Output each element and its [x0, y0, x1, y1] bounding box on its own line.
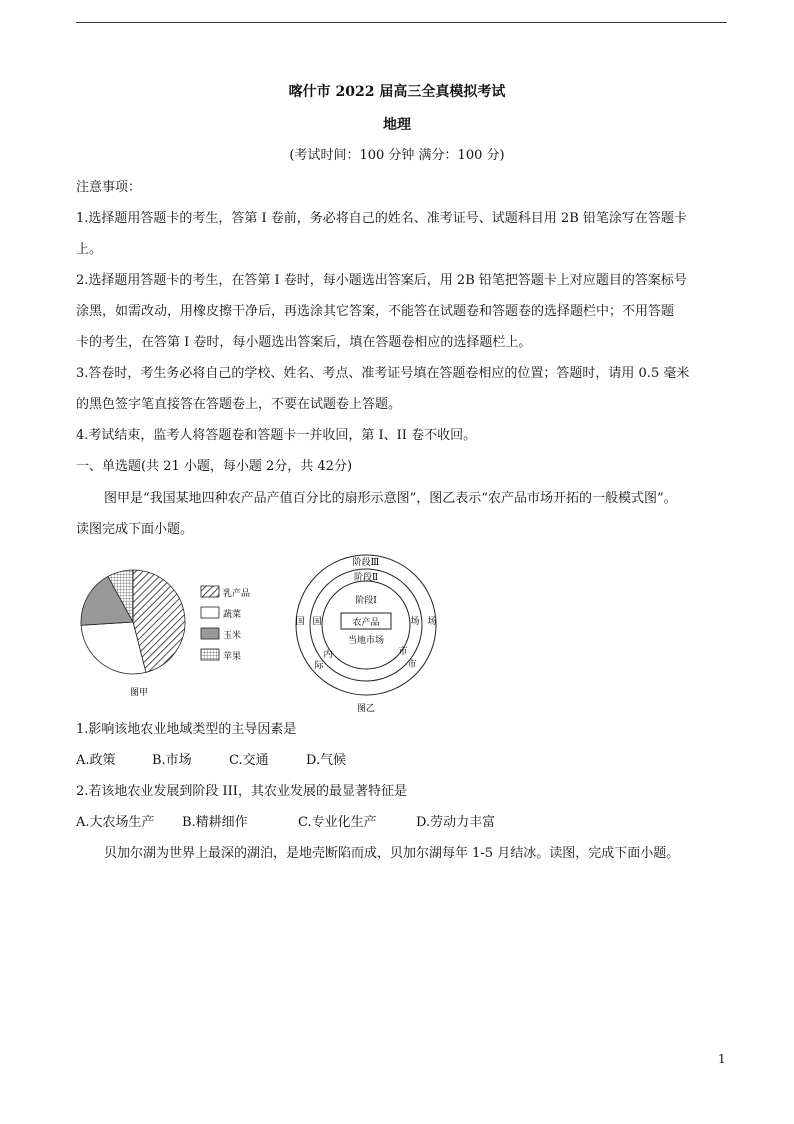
question-stem: 1.影响该地农业地域类型的主导因素是 — [76, 722, 297, 737]
ring-char: 市 — [398, 647, 408, 657]
legend-label: 玉米 — [223, 631, 242, 641]
legend-label: 蔬菜 — [223, 610, 242, 620]
product-label: 农产品 — [352, 618, 380, 628]
baikal-intro: 贝加尔湖为世界上最深的湖泊，是地壳断陷而成，贝加尔湖每年 1-5 月结冰。读图，完成下面小题。 — [104, 846, 680, 861]
ring-char: 国 — [295, 617, 305, 627]
legend-label: 苹果 — [223, 652, 242, 662]
exam-info: (考试时间：100 分钟 满分：100 分) — [289, 148, 505, 163]
intro-paragraph-cont: 读图完成下面小题。 — [76, 522, 194, 537]
stage-3-label: 阶段Ⅲ — [352, 558, 380, 568]
option-d[interactable]: D.气候 — [306, 753, 347, 768]
figure-yi — [286, 553, 446, 715]
notice-line: 的黑色签字笔直接答在答题卷上，不要在试题卷上答题。 — [76, 397, 402, 412]
ring-char: 场 — [427, 617, 437, 627]
option-d[interactable]: D.劳动力丰富 — [416, 815, 496, 830]
legend-swatch-corn — [201, 628, 219, 639]
option-b[interactable]: B.市场 — [152, 753, 192, 768]
ring-char: 内 — [323, 650, 333, 660]
legend-swatch-apple — [201, 649, 219, 660]
ring-char: 市 — [407, 660, 417, 670]
legend-label: 乳产品 — [223, 589, 251, 599]
section-heading: 一、单选题(共 21 小题，每小题 2分，共 42分) — [76, 459, 353, 474]
option-a[interactable]: A.政策 — [76, 753, 116, 768]
notice-line: 2.选择题用答题卡的考生，在答第 I 卷时，每小题选出答案后，用 2B 铅笔把答题卡上对应题目的答案标号 — [76, 273, 687, 288]
pie-chart — [81, 570, 185, 674]
legend-swatch-vegetables — [201, 607, 219, 618]
ring-char: 际 — [314, 661, 324, 671]
notice-line: 涂黑，如需改动，用橡皮擦干净后，再选涂其它答案，不能答在试题卷和答题卷的选择题栏中；不用答题 — [76, 304, 675, 319]
option-c[interactable]: C.专业化生产 — [298, 815, 377, 830]
figure-jia — [78, 565, 278, 705]
legend-swatch-dairy — [201, 586, 219, 597]
exam-title: 喀什市 2022 届高三全真模拟考试 — [288, 84, 506, 100]
figure-caption: 图乙 — [356, 704, 376, 714]
notice-line: 3.答卷时，考生务必将自己的学校、姓名、考点、准考证号填在答题卷相应的位置；答题时，请用 0.5 毫米 — [76, 366, 690, 381]
top-rule — [76, 22, 727, 23]
subject-title: 地理 — [383, 117, 411, 133]
notice-line: 卡的考生，在答第 I 卷时，每小题选出答案后，填在答题卷相应的选择题栏上。 — [76, 335, 532, 350]
figure-caption: 图甲 — [130, 688, 149, 698]
ring-char: 场 — [410, 617, 420, 627]
stage-1-label: 阶段Ⅰ — [355, 596, 377, 606]
notice-heading: 注意事项： — [76, 180, 142, 195]
ring-char: 国 — [312, 617, 322, 627]
option-c[interactable]: C.交通 — [229, 753, 269, 768]
option-a[interactable]: A.大农场生产 — [76, 815, 155, 830]
option-b[interactable]: B.精耕细作 — [182, 815, 248, 830]
question-stem: 2.若该地农业发展到阶段 III，其农业发展的最显著特征是 — [76, 784, 407, 799]
notice-line: 4.考试结束，监考人将答题卷和答题卡一并收回，第 I、II 卷不收回。 — [76, 428, 477, 443]
local-market-label: 当地市场 — [347, 636, 385, 646]
notice-line: 1.选择题用答题卡的考生，答第 I 卷前，务必将自己的姓名、准考证号、试题科目用 2B 铅笔涂写在答题卡 — [76, 211, 687, 226]
notice-line: 上。 — [76, 242, 103, 257]
stage-2-label: 阶段Ⅱ — [353, 573, 379, 583]
intro-paragraph: 图甲是“我国某地四种农产品产值百分比的扇形示意图”，图乙表示“农产品市场开拓的一般模式图”。 — [104, 491, 677, 506]
pie-legend — [201, 586, 250, 662]
page-number: 1 — [718, 1052, 726, 1066]
